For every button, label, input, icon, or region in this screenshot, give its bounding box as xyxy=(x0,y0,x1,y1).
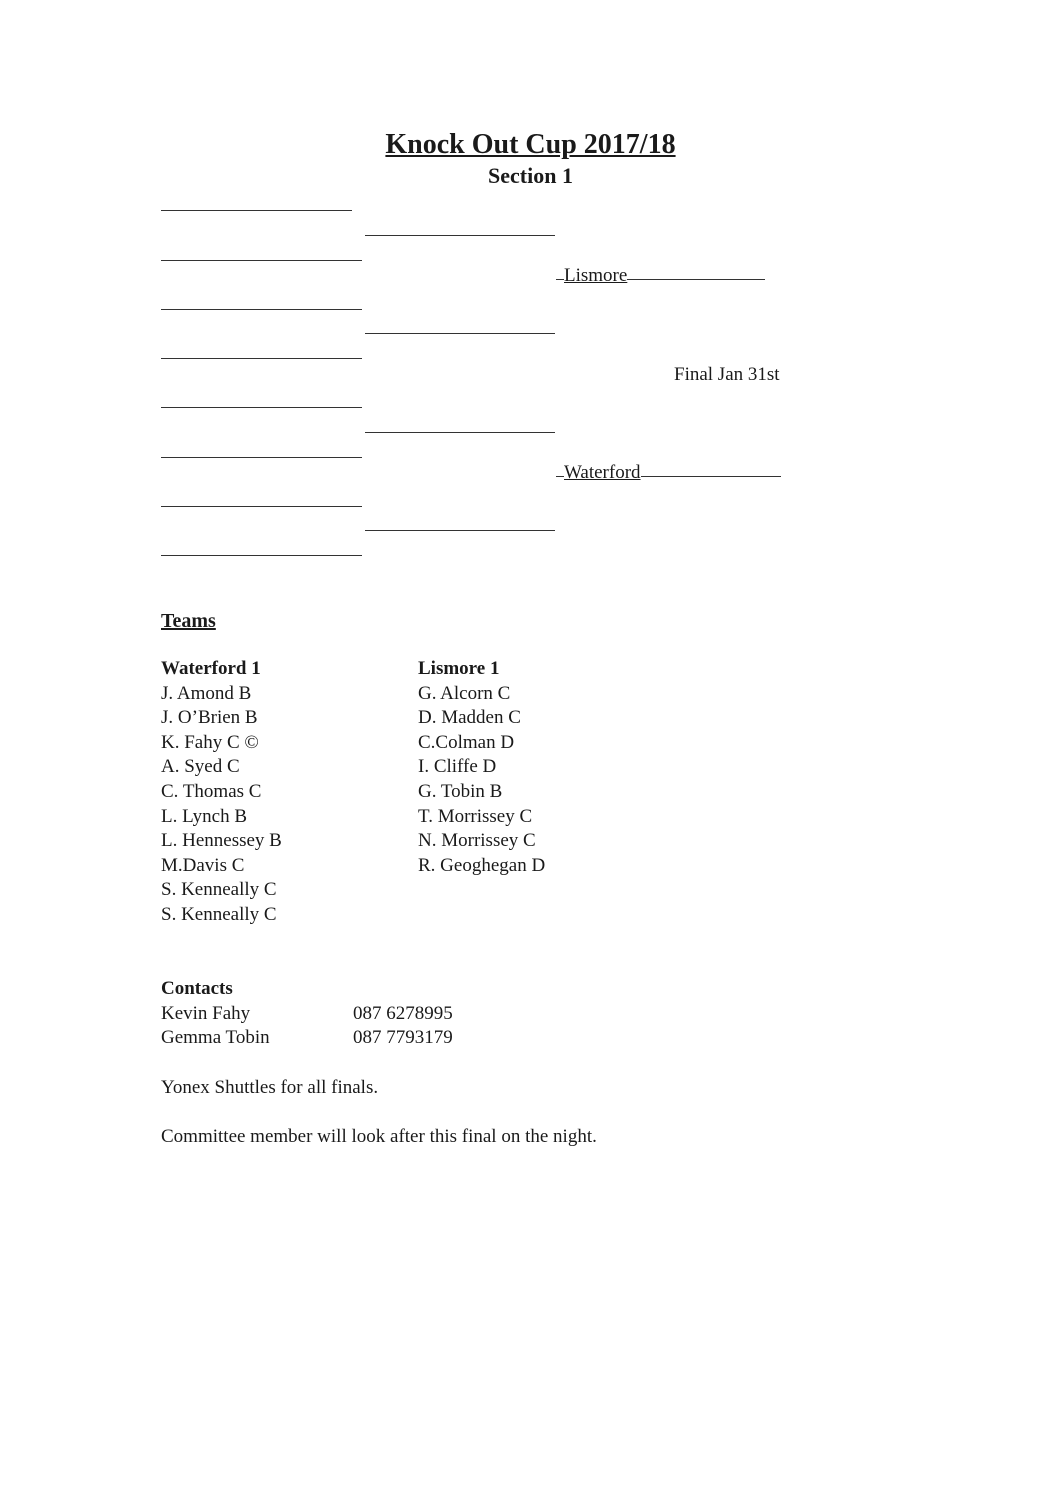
contact-row xyxy=(161,1002,453,1027)
player-entry: C.Colman D xyxy=(418,731,515,753)
semi-final-winner-1 xyxy=(556,265,765,287)
player-entry: L. Lynch B xyxy=(161,805,248,827)
bracket-quarter-line xyxy=(365,333,555,334)
player-entry: J. Amond B xyxy=(161,682,252,704)
contact-phone: 087 7793179 xyxy=(353,1027,453,1049)
bracket-tail-line xyxy=(627,279,765,280)
player-entry: A. Syed C xyxy=(161,756,240,778)
player-entry: J. O’Brien B xyxy=(161,707,258,729)
player-entry: R. Geoghegan D xyxy=(418,854,546,876)
player-entry: G. Tobin B xyxy=(418,780,503,802)
contacts-heading: Contacts xyxy=(161,978,233,999)
bracket-entry-line xyxy=(161,407,362,408)
player-entry: L. Hennessey B xyxy=(161,830,282,852)
player-entry: D. Madden C xyxy=(418,707,521,729)
semi-final-1-team: Lismore xyxy=(564,265,628,286)
committee-note: Committee member will look after this final on the night. xyxy=(161,1126,597,1147)
player-entry: M.Davis C xyxy=(161,854,245,876)
bracket-entry-line xyxy=(161,555,362,556)
contact-name: Gemma Tobin xyxy=(161,1027,270,1049)
bracket-entry-line xyxy=(161,210,352,211)
teams-heading: Teams xyxy=(161,610,216,632)
contact-name: Kevin Fahy xyxy=(161,1002,251,1024)
player-entry: I. Cliffe D xyxy=(418,756,497,778)
player-entry: C. Thomas C xyxy=(161,780,262,802)
player-entry: K. Fahy C © xyxy=(161,731,259,753)
bracket-quarter-line xyxy=(365,235,555,236)
bracket-tail-line xyxy=(641,476,781,477)
team-name: Lismore 1 xyxy=(418,658,500,679)
final-date-label: Final Jan 31st xyxy=(674,364,780,385)
bracket-entry-line xyxy=(161,260,362,261)
player-entry: N. Morrissey C xyxy=(418,830,536,852)
team-column-waterford xyxy=(161,657,282,928)
bracket-entry-line xyxy=(161,506,362,507)
player-entry: S. Kenneally C xyxy=(161,903,277,925)
contact-row xyxy=(161,1026,453,1051)
semi-final-winner-2 xyxy=(556,462,781,484)
bracket-entry-line xyxy=(161,457,362,458)
player-entry: G. Alcorn C xyxy=(418,682,511,704)
bracket-lead-line xyxy=(556,279,564,280)
bracket-entry-line xyxy=(161,358,362,359)
shuttles-note: Yonex Shuttles for all finals. xyxy=(161,1077,379,1098)
team-name: Waterford 1 xyxy=(161,658,261,679)
bracket-quarter-line xyxy=(365,530,555,531)
contact-phone: 087 6278995 xyxy=(353,1002,453,1024)
player-entry: S. Kenneally C xyxy=(161,879,277,901)
contacts-section xyxy=(161,977,453,1051)
section-subtitle: Section 1 xyxy=(488,163,573,188)
bracket-quarter-line xyxy=(365,432,555,433)
bracket-entry-line xyxy=(161,309,362,310)
player-entry: T. Morrissey C xyxy=(418,805,533,827)
semi-final-2-team: Waterford xyxy=(564,462,641,483)
document-title: Knock Out Cup 2017/18 xyxy=(385,129,676,160)
team-column-lismore xyxy=(418,657,545,878)
bracket-lead-line xyxy=(556,476,564,477)
